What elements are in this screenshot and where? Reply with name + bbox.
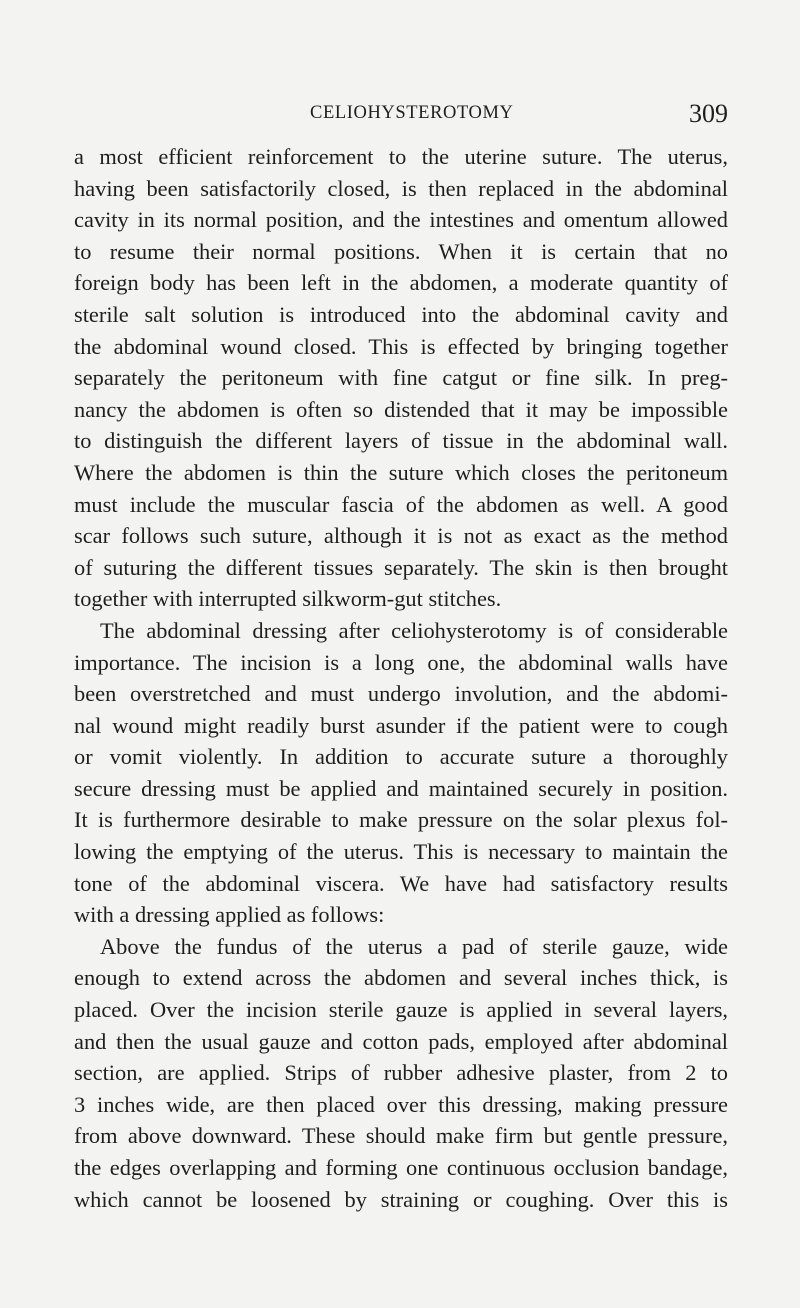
running-head xyxy=(74,101,728,129)
text-line: cavity in its normal position, and the intestines and omentum allowed xyxy=(74,207,728,233)
text-line: 3 inches wide, are then placed over this dressing, making pressure xyxy=(74,1091,728,1117)
text-line: a most efficient reinforcement to the uterine suture. The uterus, xyxy=(74,144,728,169)
text-line: to distinguish the different layers of tissue in the abdominal wall. xyxy=(74,428,728,454)
text-line: together with interrupted silkworm-gut stitches. xyxy=(74,586,502,612)
text-line: secure dressing must be applied and maintained securely in position. xyxy=(74,775,728,801)
text-line: from above downward. These should make firm but gentle pressure, xyxy=(74,1123,728,1149)
text-line: which cannot be loosened by straining or coughing. Over this is xyxy=(74,1186,728,1212)
text-line: placed. Over the incision sterile gauze is applied in several layers, xyxy=(74,997,728,1023)
text-line: tone of the abdominal viscera. We have had satisfactory results xyxy=(74,870,728,896)
text-line: Above the fundus of the uterus a pad of sterile gauze, wide xyxy=(100,933,728,959)
text-line: The abdominal dressing after celiohysterotomy is of considerable xyxy=(100,617,728,643)
text-line: or vomit violently. In addition to accurate suture a thoroughly xyxy=(74,744,728,770)
text-line: nal wound might readily burst asunder if the patient were to cough xyxy=(74,712,728,738)
text-line: importance. The incision is a long one, the abdominal walls have xyxy=(74,649,728,675)
text-line: having been satisfactorily closed, is then replaced in the abdominal xyxy=(74,175,728,201)
text-line: Where the abdomen is thin the suture which closes the peritoneum xyxy=(74,459,728,485)
text-line: to resume their normal positions. When it is certain that no xyxy=(74,238,728,264)
text-line: with a dressing applied as follows: xyxy=(74,902,385,928)
body-text xyxy=(74,141,728,1215)
text-line: scar follows such suture, although it is not as exact as the method xyxy=(74,523,728,549)
text-line: enough to extend across the abdomen and several inches thick, is xyxy=(74,965,728,991)
text-line: of suturing the different tissues separately. The skin is then brought xyxy=(74,554,728,580)
text-line: lowing the emptying of the uterus. This is necessary to maintain the xyxy=(74,839,728,865)
text-line: sterile salt solution is introduced into the abdominal cavity and xyxy=(74,301,728,327)
text-line: section, are applied. Strips of rubber adhesive plaster, from 2 to xyxy=(74,1060,728,1086)
text-line: foreign body has been left in the abdomen, a moderate quantity of xyxy=(74,270,728,296)
text-line: been overstretched and must undergo involution, and the abdomi- xyxy=(74,681,728,707)
text-line: must include the muscular fascia of the abdomen as well. A good xyxy=(74,491,728,517)
text-line: and then the usual gauze and cotton pads, employed after abdominal xyxy=(74,1028,728,1054)
text-line: the abdominal wound closed. This is effected by bringing together xyxy=(74,333,728,359)
text-line: It is furthermore desirable to make pressure on the solar plexus fol- xyxy=(74,807,728,833)
text-line: separately the peritoneum with fine catgut or fine silk. In preg- xyxy=(74,365,728,391)
page-number: 309 xyxy=(689,99,728,128)
text-line: nancy the abdomen is often so distended that it may be impossible xyxy=(74,396,728,422)
text-line: the edges overlapping and forming one continuous occlusion bandage, xyxy=(74,1155,728,1180)
running-title: CELIOHYSTEROTOMY xyxy=(310,103,514,123)
